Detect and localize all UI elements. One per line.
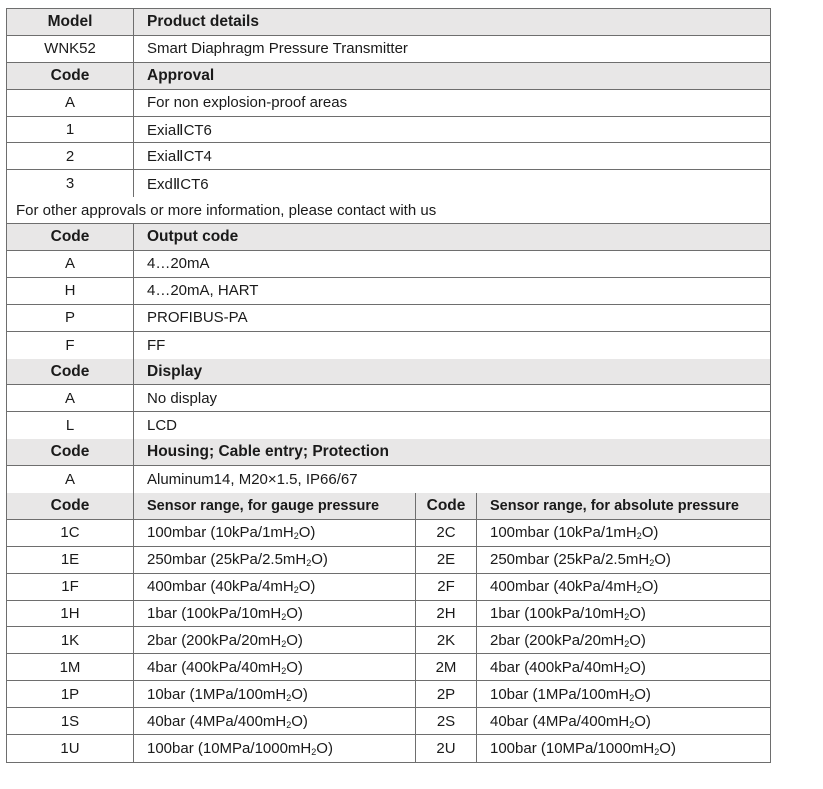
range-tail: O) [286, 631, 303, 649]
range-text: 40bar (4MPa/400mH [147, 712, 287, 730]
subscript: 2 [293, 531, 299, 542]
range-tail: O) [629, 631, 646, 649]
display-option-row [7, 412, 770, 439]
absolute-code: 2K [416, 627, 477, 653]
absolute-range [477, 547, 770, 573]
display-option-row [7, 385, 770, 412]
output-option-row [7, 278, 770, 305]
approval-note-row [7, 197, 770, 224]
option-description: ExiaⅡCT4 [147, 148, 212, 166]
code-header: Code [7, 439, 134, 465]
range-text: 100bar (10MPa/1000mH [147, 739, 312, 757]
subscript: 2 [624, 638, 630, 649]
absolute-range [477, 681, 770, 707]
absolute-range [477, 708, 770, 734]
sensor-range-row [7, 520, 770, 547]
absolute-code: 2U [416, 735, 477, 762]
subscript: 2 [293, 585, 299, 596]
output-title: Output code [147, 228, 239, 246]
subscript: 2 [624, 665, 630, 676]
option-description: ExiaⅡCT6 [147, 121, 212, 139]
sensor-range-row [7, 627, 770, 654]
sensor-header-row [7, 493, 770, 520]
subscript: 2 [281, 665, 287, 676]
sensor-range-row [7, 708, 770, 735]
option-description: No display [147, 389, 218, 407]
option-code: F [7, 332, 134, 359]
option-description: PROFIBUS-PA [147, 309, 248, 327]
subscript: 2 [629, 719, 635, 730]
option-code: A [7, 251, 134, 277]
sensor-range-row [7, 574, 770, 601]
output-option-row [7, 332, 770, 359]
range-text: 1bar (100kPa/10mH [147, 605, 282, 623]
code-header: Code [7, 359, 134, 385]
gauge-range [134, 654, 416, 680]
subscript: 2 [281, 638, 287, 649]
gauge-code: 1F [7, 574, 134, 600]
model-row [7, 36, 770, 63]
code-header: Code [7, 63, 134, 89]
approval-note: For other approvals or more information, please contact with us [16, 201, 437, 219]
gauge-code: 1U [7, 735, 134, 762]
output-header-row [7, 224, 770, 251]
subscript: 2 [306, 558, 312, 569]
range-text: 2bar (200kPa/20mH [490, 631, 625, 649]
sensor-range-row [7, 735, 770, 762]
gauge-range [134, 547, 416, 573]
range-tail: O) [298, 578, 316, 596]
range-text: 100mbar (10kPa/1mH [147, 524, 294, 542]
gauge-code: 1E [7, 547, 134, 573]
option-code: P [7, 305, 134, 331]
absolute-code: 2F [416, 574, 477, 600]
approval-option-row [7, 117, 770, 144]
gauge-range [134, 520, 416, 546]
subscript: 2 [311, 746, 317, 757]
range-tail: O) [298, 524, 316, 542]
range-text: 10bar (1MPa/100mH [147, 685, 287, 703]
range-tail: O) [659, 739, 676, 757]
subscript: 2 [649, 558, 655, 569]
absolute-range [477, 601, 770, 627]
housing-header-row [7, 439, 770, 466]
absolute-range [477, 520, 770, 546]
range-text: 4bar (400kPa/40mH [490, 658, 625, 676]
approval-option-row [7, 170, 770, 197]
absolute-code-header: Code [416, 493, 477, 519]
approval-title: Approval [147, 66, 215, 84]
gauge-range [134, 708, 416, 734]
range-text: 1bar (100kPa/10mH [490, 605, 625, 623]
sensor-range-row [7, 547, 770, 574]
subscript: 2 [286, 719, 292, 730]
subscript: 2 [281, 612, 287, 623]
range-tail: O) [316, 739, 333, 757]
approval-header-row [7, 63, 770, 90]
range-tail: O) [634, 712, 651, 730]
gauge-range [134, 627, 416, 653]
absolute-code: 2M [416, 654, 477, 680]
gauge-code: 1K [7, 627, 134, 653]
subscript: 2 [624, 612, 630, 623]
gauge-code: 1M [7, 654, 134, 680]
range-tail: O) [634, 685, 651, 703]
subscript: 2 [636, 531, 642, 542]
display-title: Display [147, 362, 203, 380]
output-option-row [7, 251, 770, 278]
subscript: 2 [286, 692, 292, 703]
range-tail: O) [291, 712, 308, 730]
gauge-code-header: Code [7, 493, 134, 519]
absolute-code: 2E [416, 547, 477, 573]
output-option-row [7, 305, 770, 332]
absolute-code: 2C [416, 520, 477, 546]
absolute-range [477, 627, 770, 653]
code-header: Code [7, 224, 134, 250]
gauge-range [134, 574, 416, 600]
subscript: 2 [654, 746, 660, 757]
approval-option-row [7, 90, 770, 117]
gauge-code: 1C [7, 520, 134, 546]
option-description: 4…20mA, HART [147, 282, 259, 300]
range-text: 250mbar (25kPa/2.5mH [490, 551, 650, 569]
range-text: 100bar (10MPa/1000mH [490, 739, 655, 757]
table-header-row [7, 9, 770, 36]
gauge-range [134, 735, 416, 762]
model-description: Smart Diaphragm Pressure Transmitter [147, 40, 408, 58]
option-description: ExdⅡCT6 [147, 175, 209, 193]
gauge-code: 1H [7, 601, 134, 627]
option-code: A [7, 90, 134, 116]
housing-title: Housing; Cable entry; Protection [147, 443, 389, 461]
range-text: 40bar (4MPa/400mH [490, 712, 630, 730]
range-text: 2bar (200kPa/20mH [147, 631, 282, 649]
range-text: 250mbar (25kPa/2.5mH [147, 551, 307, 569]
option-description: Aluminum14, M20×1.5, IP66/67 [147, 471, 358, 489]
range-tail: O) [629, 658, 646, 676]
option-code: 2 [7, 143, 134, 169]
absolute-range [477, 654, 770, 680]
model-header: Model [7, 9, 134, 35]
model-code: WNK52 [7, 36, 134, 62]
range-text: 4bar (400kPa/40mH [147, 658, 282, 676]
option-code: 1 [7, 117, 134, 143]
range-tail: O) [311, 551, 328, 569]
absolute-title: Sensor range, for absolute pressure [490, 497, 739, 514]
absolute-code: 2S [416, 708, 477, 734]
range-tail: O) [286, 605, 303, 623]
range-text: 100mbar (10kPa/1mH [490, 524, 637, 542]
option-description: FF [147, 336, 166, 354]
absolute-code: 2P [416, 681, 477, 707]
option-description: 4…20mA [147, 255, 210, 273]
range-tail: O) [641, 524, 659, 542]
subscript: 2 [629, 692, 635, 703]
sensor-range-row [7, 601, 770, 628]
range-tail: O) [654, 551, 671, 569]
range-text: 400mbar (40kPa/4mH [490, 578, 637, 596]
absolute-code: 2H [416, 601, 477, 627]
range-text: 400mbar (40kPa/4mH [147, 578, 294, 596]
range-tail: O) [629, 605, 646, 623]
gauge-range [134, 681, 416, 707]
option-description: For non explosion-proof areas [147, 94, 348, 112]
absolute-range [477, 574, 770, 600]
gauge-title: Sensor range, for gauge pressure [134, 493, 416, 519]
option-code: H [7, 278, 134, 304]
option-code: A [7, 466, 134, 493]
range-tail: O) [291, 685, 308, 703]
product-details-header: Product details [147, 12, 259, 30]
range-tail: O) [286, 658, 303, 676]
absolute-range [477, 735, 770, 762]
option-description: LCD [147, 417, 178, 435]
option-code: L [7, 412, 134, 439]
option-code: 3 [7, 170, 134, 197]
range-text: 10bar (1MPa/100mH [490, 685, 630, 703]
gauge-code: 1P [7, 681, 134, 707]
order-code-table [6, 8, 771, 763]
option-code: A [7, 385, 134, 411]
sensor-range-row [7, 654, 770, 681]
display-header-row [7, 359, 770, 386]
gauge-code: 1S [7, 708, 134, 734]
approval-option-row [7, 143, 770, 170]
subscript: 2 [636, 585, 642, 596]
gauge-range [134, 601, 416, 627]
sensor-range-row [7, 681, 770, 708]
range-tail: O) [641, 578, 659, 596]
housing-option-row [7, 466, 770, 493]
